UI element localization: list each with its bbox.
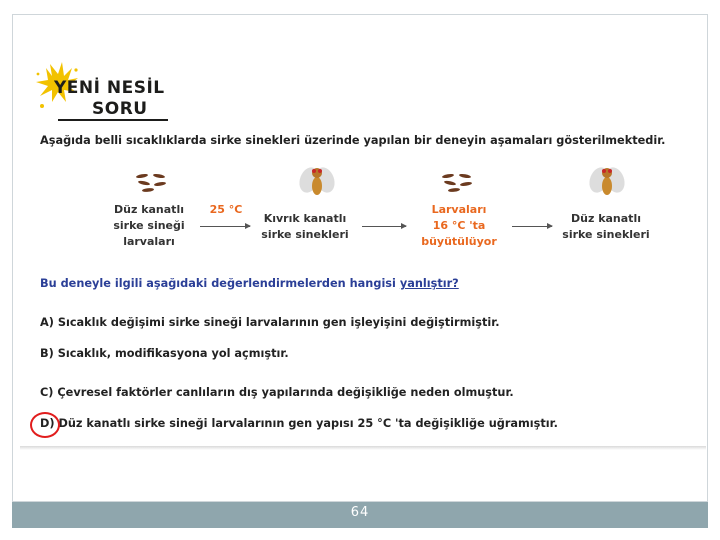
question-text	[40, 277, 459, 290]
option-c: C) Çevresel faktörler canlıların dış yapılarında değişikliğe neden olmuştur.	[40, 386, 514, 399]
option-a: A) Sıcaklık değişimi sirke sineği larvalarının gen işleyişini değiştirmiştir.	[40, 316, 500, 329]
larva-icon	[440, 172, 476, 194]
step-t2-line-3: büyütülüyor	[421, 235, 497, 248]
step-t2-line-1: Larvaları	[431, 203, 487, 216]
page-number: 64	[350, 505, 370, 520]
image-shadow	[20, 446, 706, 450]
option-d: D) Düz kanatlı sirke sineği larvalarının gen yapısı 25 °C 'ta değişikliğe uğramıştır.	[40, 417, 558, 430]
larva-icon	[134, 172, 170, 194]
logo-line-1: YENİ NESİL	[54, 78, 165, 98]
answer-circle-icon	[30, 412, 60, 438]
step-t2-line-2: 16 °C 'ta	[432, 219, 486, 232]
step-2-label	[258, 211, 352, 243]
step-3-line-1: Düz kanatlı	[571, 212, 641, 225]
arrow-3	[512, 226, 552, 227]
step-3-line-2: sirke sinekleri	[562, 228, 650, 241]
option-b: B) Sıcaklık, modifikasyona yol açmıştır.	[40, 347, 289, 360]
question-emphasis: yanlıştır?	[399, 277, 459, 290]
question-main: Bu deneyle ilgili aşağıdaki değerlendirmelerden hangisi	[40, 277, 400, 290]
intro-text: Aşağıda belli sıcaklıklarda sirke sinekleri üzerinde yapılan bir deneyin aşamaları gösterilmektedir.	[40, 134, 666, 147]
step-1-line-2: sirke sineği	[113, 219, 185, 232]
step-2-line-2: sirke sinekleri	[261, 228, 349, 241]
step-temperature-16-label	[416, 202, 502, 250]
arrow-1	[200, 226, 250, 227]
yeni-nesil-soru-logo	[32, 62, 172, 124]
fruit-fly-icon	[296, 160, 338, 202]
logo-line-2: SORU	[92, 99, 148, 119]
arrow-2	[362, 226, 406, 227]
step-1-line-3: larvaları	[123, 235, 175, 248]
question-image	[20, 60, 706, 446]
fruit-fly-icon	[586, 160, 628, 202]
step-1-line-1: Düz kanatlı	[114, 203, 184, 216]
step-1-label	[108, 202, 190, 250]
temperature-25-label: 25 °C	[209, 203, 243, 216]
step-3-label	[554, 211, 658, 243]
step-2-line-1: Kıvrık kanatlı	[263, 212, 347, 225]
